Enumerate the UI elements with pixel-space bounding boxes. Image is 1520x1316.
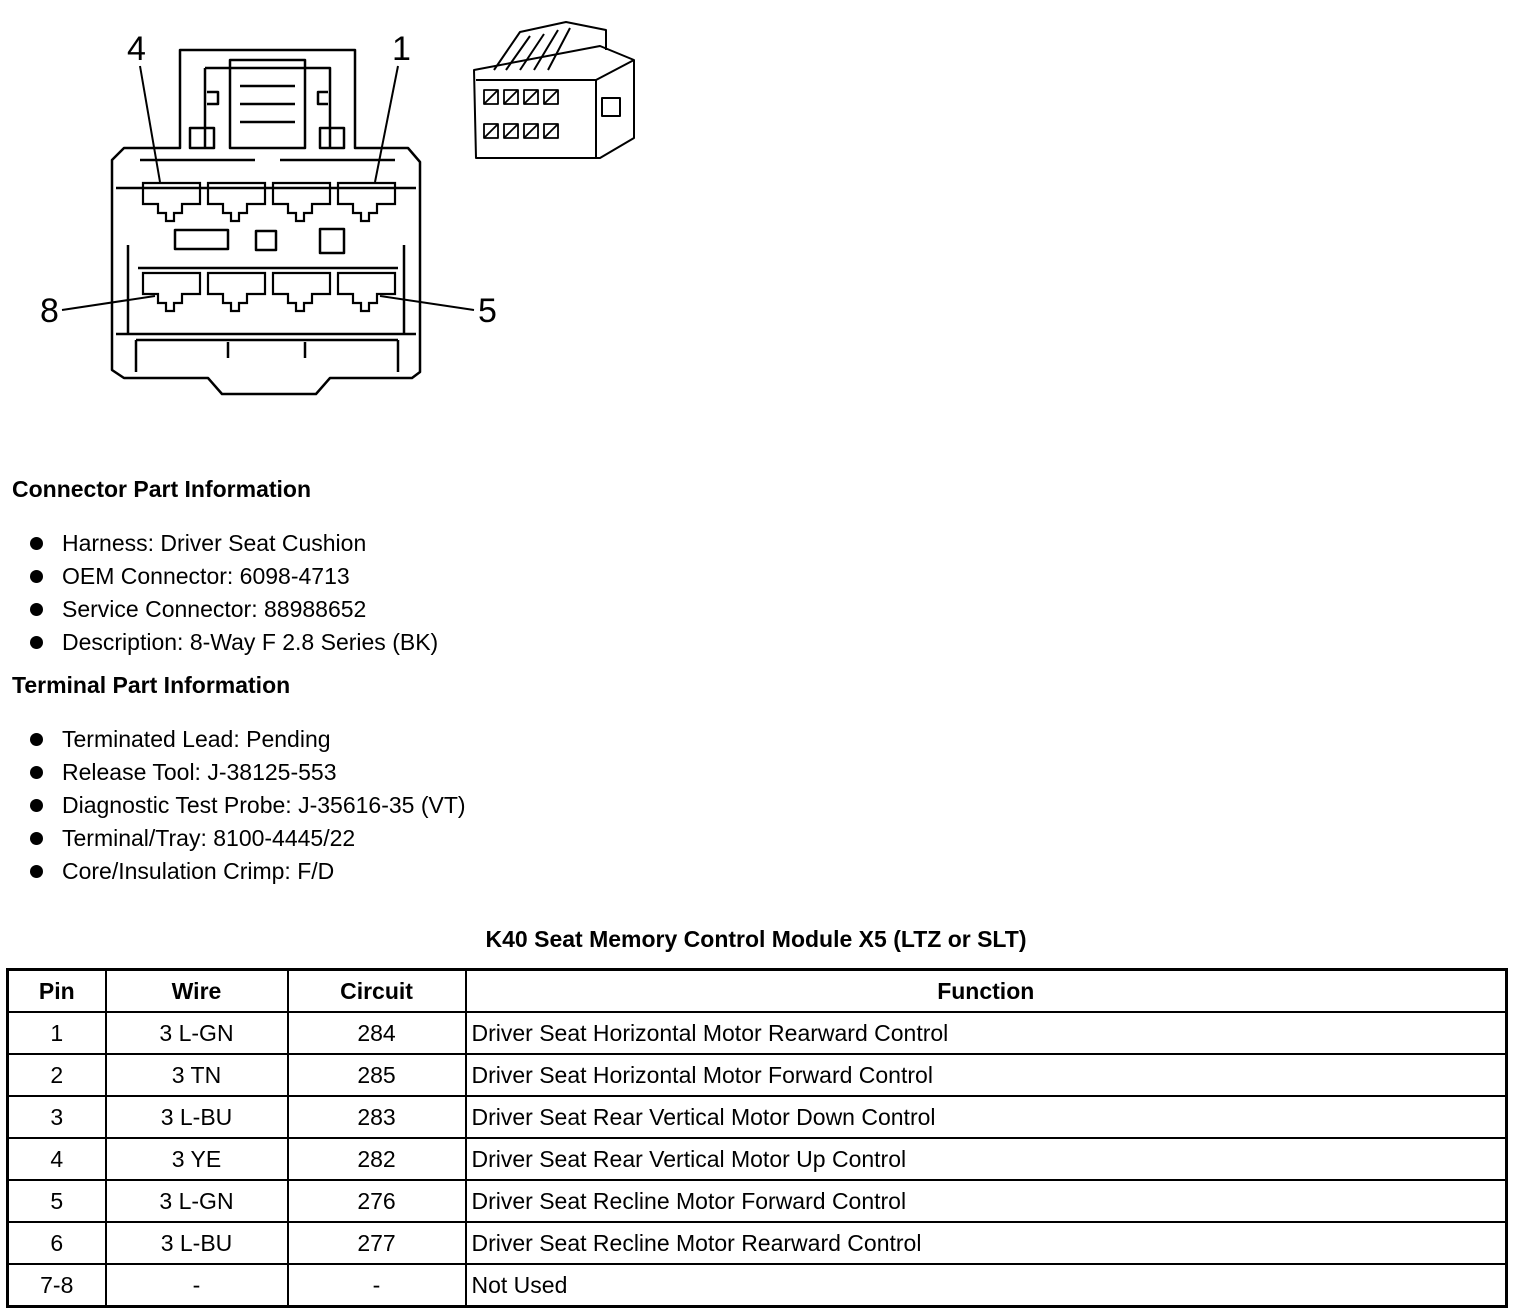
cell-pin: 3	[8, 1096, 106, 1138]
header-pin: Pin	[8, 970, 106, 1013]
cell-circuit: 277	[288, 1222, 466, 1264]
cell-function: Not Used	[466, 1264, 1507, 1307]
cell-function: Driver Seat Horizontal Motor Forward Control	[466, 1054, 1507, 1096]
table-row	[8, 1138, 1507, 1180]
connector-body-outline	[112, 50, 420, 394]
list-item: OEM Connector: 6098-4713	[28, 560, 438, 593]
cell-circuit: -	[288, 1264, 466, 1307]
terminal-part-info-heading: Terminal Part Information	[12, 672, 291, 698]
cavity-pin-8	[143, 273, 200, 311]
cell-pin: 4	[8, 1138, 106, 1180]
cell-circuit: 285	[288, 1054, 466, 1096]
cell-wire: 3 YE	[106, 1138, 288, 1180]
cell-circuit: 282	[288, 1138, 466, 1180]
list-item: Core/Insulation Crimp: F/D	[28, 855, 466, 888]
cell-wire: 3 L-GN	[106, 1012, 288, 1054]
pin-label-8: 8	[40, 292, 59, 330]
cell-function: Driver Seat Rear Vertical Motor Down Control	[466, 1096, 1507, 1138]
leader-line-8	[62, 296, 155, 310]
header-circuit: Circuit	[288, 970, 466, 1013]
cell-function: Driver Seat Rear Vertical Motor Up Control	[466, 1138, 1507, 1180]
pin-label-1: 1	[392, 30, 411, 68]
cell-circuit: 284	[288, 1012, 466, 1054]
cell-wire: 3 L-GN	[106, 1180, 288, 1222]
list-item: Terminal/Tray: 8100-4445/22	[28, 822, 466, 855]
table-row	[8, 1012, 1507, 1054]
leader-line-5	[380, 296, 474, 310]
cell-circuit: 283	[288, 1096, 466, 1138]
table-row	[8, 1096, 1507, 1138]
table-title: K40 Seat Memory Control Module X5 (LTZ or SLT)	[485, 926, 1027, 952]
header-function: Function	[466, 970, 1507, 1013]
table-header-row	[8, 970, 1507, 1013]
cavity-pin-7	[208, 273, 265, 311]
list-item: Release Tool: J-38125-553	[28, 756, 466, 789]
cell-pin: 1	[8, 1012, 106, 1054]
cell-function: Driver Seat Horizontal Motor Rearward Control	[466, 1012, 1507, 1054]
list-item: Terminated Lead: Pending	[28, 723, 466, 756]
cell-function: Driver Seat Recline Motor Rearward Control	[466, 1222, 1507, 1264]
list-item: Description: 8-Way F 2.8 Series (BK)	[28, 626, 438, 659]
pin-label-5: 5	[478, 292, 497, 330]
cell-function: Driver Seat Recline Motor Forward Control	[466, 1180, 1507, 1222]
table-row	[8, 1054, 1507, 1096]
header-wire: Wire	[106, 970, 288, 1013]
cell-pin: 5	[8, 1180, 106, 1222]
connector-isometric-icon	[474, 22, 634, 158]
pin-label-4: 4	[127, 30, 146, 68]
table-row	[8, 1180, 1507, 1222]
cell-pin: 2	[8, 1054, 106, 1096]
cell-pin: 7-8	[8, 1264, 106, 1307]
table-row	[8, 1222, 1507, 1264]
cavity-pin-5	[338, 273, 395, 311]
table-row	[8, 1264, 1507, 1307]
leader-line-1	[375, 66, 398, 182]
list-item: Service Connector: 88988652	[28, 593, 438, 626]
cell-wire: 3 L-BU	[106, 1096, 288, 1138]
cell-pin: 6	[8, 1222, 106, 1264]
connector-diagram	[0, 0, 660, 420]
list-item: Harness: Driver Seat Cushion	[28, 527, 438, 560]
cell-wire: -	[106, 1264, 288, 1307]
connector-part-info-list	[28, 527, 438, 659]
connector-part-info-heading: Connector Part Information	[12, 476, 312, 502]
cell-circuit: 276	[288, 1180, 466, 1222]
terminal-part-info-list	[28, 723, 466, 888]
cell-wire: 3 L-BU	[106, 1222, 288, 1264]
list-item: Diagnostic Test Probe: J-35616-35 (VT)	[28, 789, 466, 822]
cell-wire: 3 TN	[106, 1054, 288, 1096]
pin-table	[6, 968, 1508, 1308]
cavity-pin-6	[273, 273, 330, 311]
leader-line-4	[140, 66, 160, 182]
